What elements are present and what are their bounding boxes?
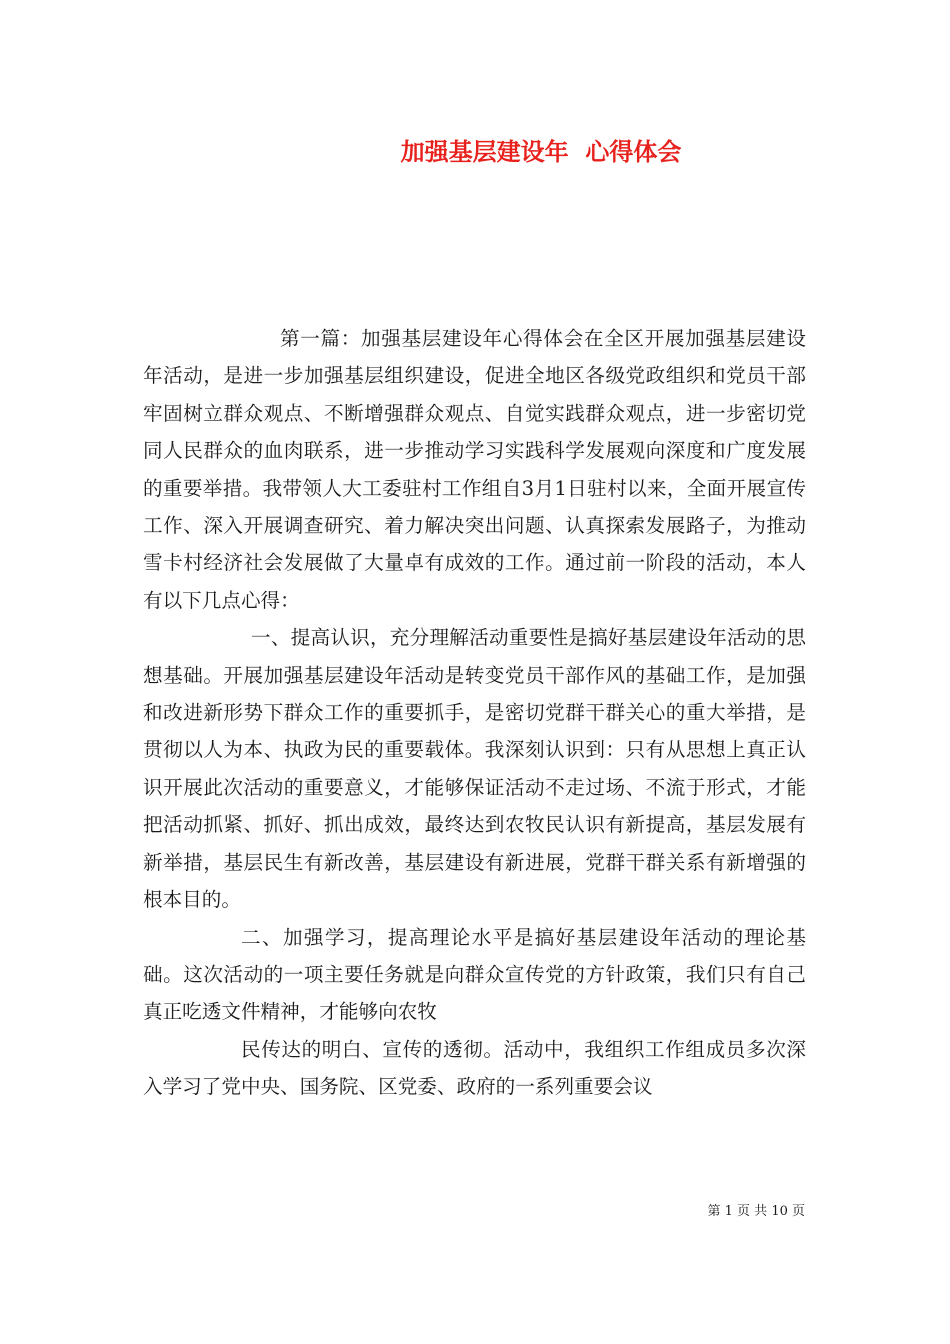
document-title: 加强基层建设年 心得体会	[400, 138, 682, 166]
page-number-footer: 第 1 页 共 10 页	[707, 1204, 805, 1219]
paragraph-section-two: 二、加强学习，提高理论水平是搞好基层建设年活动的理论基础。这次活动的一项主要任务就是向群众宣传党的方针政策，我们只有自己真正吃透文件精神，才能够向农牧	[143, 925, 806, 1024]
paragraph-section-one: 一、提高认识，充分理解活动重要性是搞好基层建设年活动的思想基础。开展加强基层建设年活动是转变党员干部作风的基础工作，是加强和改进新形势下群众工作的重要抓手，是密切党群干群关心的重大举措，是贯彻以人为本、执政为民的重要载体。我深刻认识到：只有从思想上真正认识开展此次活动的重要意义，才能够保证活动不走过场、不流于形式，才能把活动抓紧、抓好、抓出成效，最终达到农牧民认识有新提高，基层发展有新举措，基层民生有新改善，基层建设有新进展，党群干群关系有新增强的根本目的。	[143, 626, 806, 912]
document-body	[143, 320, 806, 1106]
paragraph-intro: 第一篇：加强基层建设年心得体会在全区开展加强基层建设年活动，是进一步加强基层组织建设，促进全地区各级党政组织和党员干部牢固树立群众观点、不断增强群众观点、自觉实践群众观点，进一步密切党同人民群众的血肉联系，进一步推动学习实践科学发展观向深度和广度发展的重要举措。我带领人大工委驻村工作组自3月1日驻村以来，全面开展宣传工作、深入开展调查研究、着力解决突出问题、认真探索发展路子，为推动雪卡村经济社会发展做了大量卓有成效的工作。通过前一阶段的活动，本人有以下几点心得：	[143, 327, 806, 612]
paragraph-continuation: 民传达的明白、宣传的透彻。活动中，我组织工作组成员多次深入学习了党中央、国务院、区党委、政府的一系列重要会议	[143, 1037, 806, 1099]
